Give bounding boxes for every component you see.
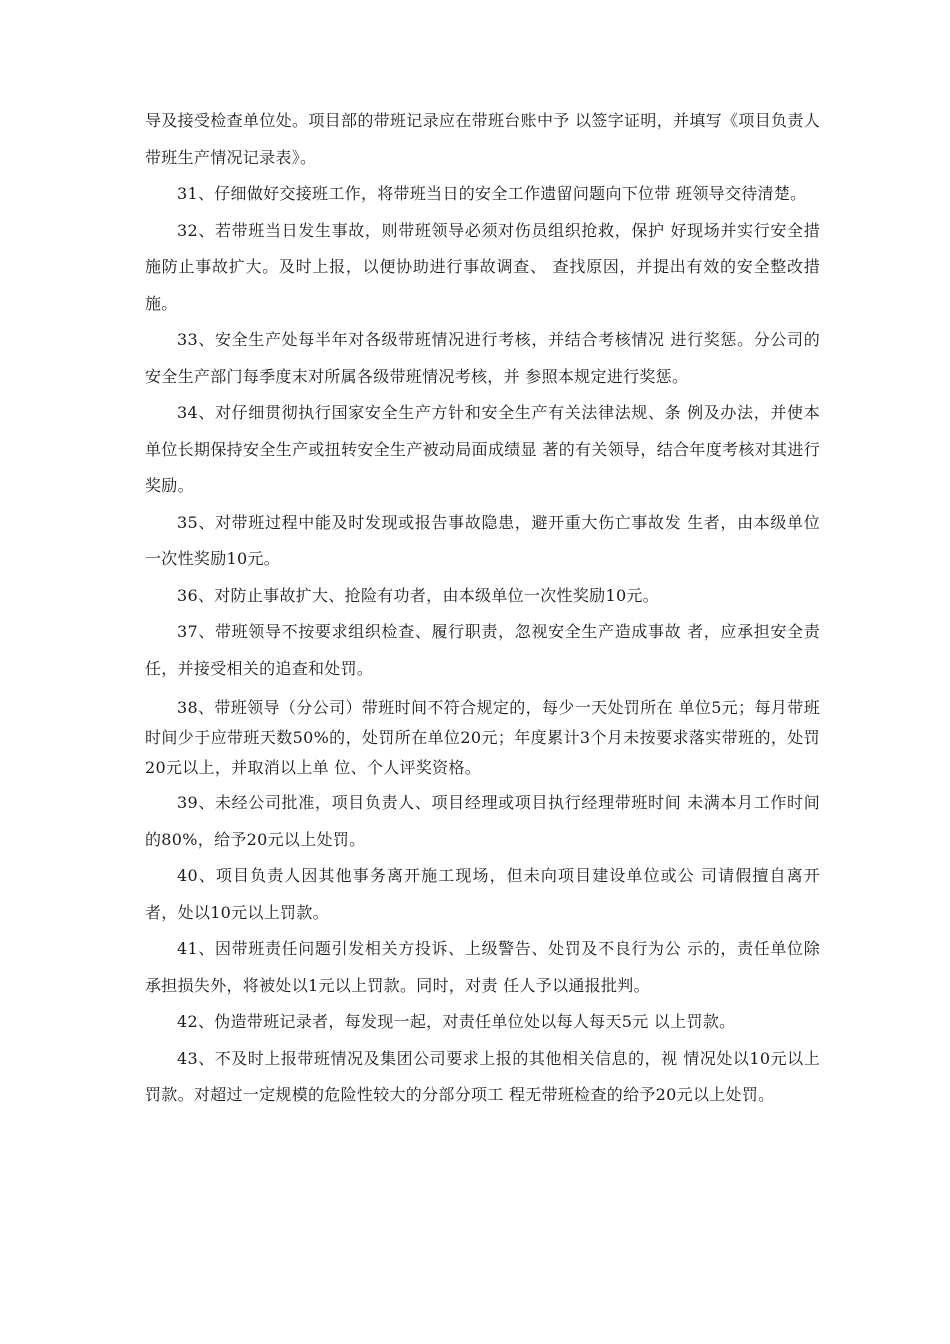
paragraph-43: 43、不及时上报带班情况及集团公司要求上报的其他相关信息的，视 情况处以10元以上罚款。对超过一定规模的危险性较大的分部分项工 程无带班检查的给予20元以上处罚。: [145, 1048, 820, 1104]
paragraph-36: 36、对防止事故扩大、抢险有功者，由本级单位一次性奖励10元。: [177, 585, 660, 605]
paragraph-31: 31、仔细做好交接班工作，将带班当日的安全工作遗留问题向下位带 班领导交待清楚。: [177, 184, 807, 203]
paragraph-42: 42、伪造带班记录者，每发现一起，对责任单位处以每人每天5元 以上罚款。: [177, 1012, 736, 1031]
paragraph-37: 37、带班领导不按要求组织检查、履行职责，忽视安全生产造成事故 者，应承担安全责任，并接受相关的追查和处罚。: [145, 622, 820, 678]
paragraph-32: 32、若带班当日发生事故，则带班领导必须对伤员组织抢救，保护 好现场并实行安全措施防止事故扩大。及时上报，以便协助进行事故调查、 查找原因，并提出有效的安全整改措施。: [145, 220, 820, 313]
paragraph-38: 38、带班领导（分公司）带班时间不符合规定的，每少一天处罚所在 单位5元；每月带班时间少于应带班天数50%的，处罚所在单位20元；年度累计3个月未按要求落实带班的，处罚20元以上，并取消以上单 位、个人评奖资格。: [145, 698, 820, 777]
paragraph-40: 40、项目负责人因其他事务离开施工现场，但未向项目建设单位或公 司请假擅自离开者，处以10元以上罚款。: [145, 866, 820, 922]
paragraph-35: 35、对带班过程中能及时发现或报告事故隐患，避开重大伤亡事故发 生者，由本级单位一次性奖励10元。: [145, 512, 820, 568]
paragraph-41: 41、因带班责任问题引发相关方投诉、上级警告、处罚及不良行为公 示的，责任单位除承担损失外，将被处以1元以上罚款。同时，对责 任人予以通报批判。: [145, 939, 820, 995]
paragraph-continuation: 导及接受检查单位处。项目部的带班记录应在带班台账中予 以签字证明，并填写《项目负责人带班生产情况记录表》。: [145, 111, 820, 167]
document-body: [145, 103, 820, 1114]
paragraph-34: 34、对仔细贯彻执行国家安全生产方针和安全生产有关法律法规、条 例及办法，并使本单位长期保持安全生产或扭转安全生产被动局面成绩显 著的有关领导，结合年度考核对其进行奖励。: [145, 403, 820, 495]
paragraph-39: 39、未经公司批准，项目负责人、项目经理或项目执行经理带班时间 未满本月工作时间的80%，给予20元以上处罚。: [145, 793, 820, 849]
paragraph-33: 33、安全生产处每半年对各级带班情况进行考核，并结合考核情况 进行奖惩。分公司的安全生产部门每季度末对所属各级带班情况考核，并 参照本规定进行奖惩。: [145, 330, 820, 386]
